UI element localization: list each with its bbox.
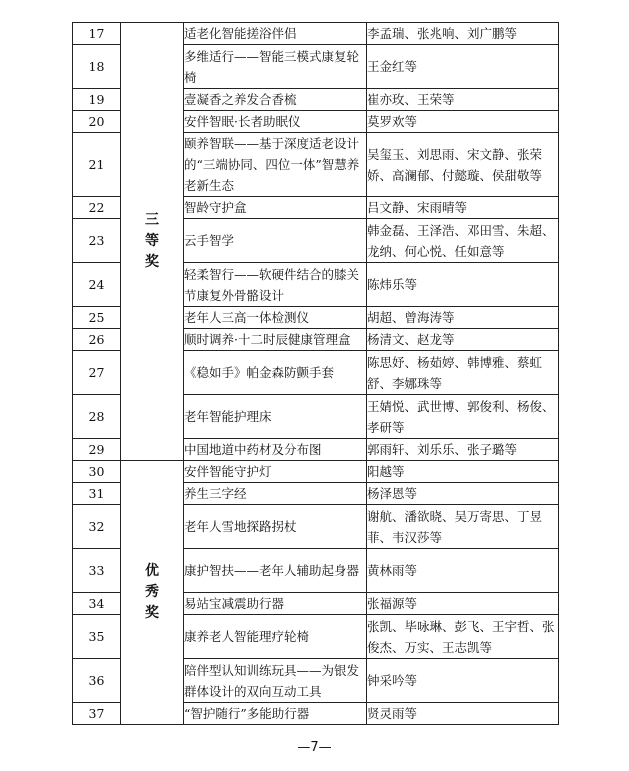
project-authors: 王婧悦、武世博、郭俊利、杨俊、孝研等 bbox=[367, 395, 559, 439]
row-number: 37 bbox=[73, 703, 121, 725]
project-title: 老年人三高一体检测仪 bbox=[184, 307, 367, 329]
project-authors: 贤灵雨等 bbox=[367, 703, 559, 725]
row-number: 26 bbox=[73, 329, 121, 351]
project-authors: 张福源等 bbox=[367, 593, 559, 615]
row-number: 27 bbox=[73, 351, 121, 395]
awards-table bbox=[72, 22, 559, 725]
row-number: 32 bbox=[73, 505, 121, 549]
project-authors: 陈思妤、杨茹婷、韩博雅、蔡虹舒、李娜珠等 bbox=[367, 351, 559, 395]
category-char: 三 bbox=[145, 212, 159, 228]
row-number: 20 bbox=[73, 111, 121, 133]
row-number: 17 bbox=[73, 23, 121, 45]
project-authors: 吕文静、宋雨晴等 bbox=[367, 197, 559, 219]
project-authors: 李孟瑞、张兆响、刘广鹏等 bbox=[367, 23, 559, 45]
project-authors: 韩金磊、王泽浩、邓田雪、朱超、龙纳、何心悦、任如意等 bbox=[367, 219, 559, 263]
row-number: 19 bbox=[73, 89, 121, 111]
project-title: 康养老人智能理疗轮椅 bbox=[184, 615, 367, 659]
row-number: 36 bbox=[73, 659, 121, 703]
row-number: 24 bbox=[73, 263, 121, 307]
project-authors: 黄林雨等 bbox=[367, 549, 559, 593]
row-number: 30 bbox=[73, 461, 121, 483]
project-title: “智护随行”多能助行器 bbox=[184, 703, 367, 725]
row-number: 33 bbox=[73, 549, 121, 593]
project-title: 养生三字经 bbox=[184, 483, 367, 505]
table-row bbox=[73, 23, 559, 45]
project-title: 轻柔智行——软硬件结合的膝关节康复外骨骼设计 bbox=[184, 263, 367, 307]
project-authors: 阳越等 bbox=[367, 461, 559, 483]
row-number: 28 bbox=[73, 395, 121, 439]
project-authors: 杨清文、赵龙等 bbox=[367, 329, 559, 351]
category-char: 等 bbox=[145, 233, 159, 249]
project-authors: 崔亦玫、王荣等 bbox=[367, 89, 559, 111]
row-number: 29 bbox=[73, 439, 121, 461]
project-title: 易站宝减震助行器 bbox=[184, 593, 367, 615]
category-char: 奖 bbox=[145, 254, 159, 270]
project-title: 顺时调养·十二时辰健康管理盒 bbox=[184, 329, 367, 351]
page-number: —7— bbox=[297, 740, 332, 755]
table-row bbox=[73, 461, 559, 483]
category-third-prize bbox=[121, 23, 184, 461]
project-title: 中国地道中药材及分布图 bbox=[184, 439, 367, 461]
project-authors: 谢航、潘欲晓、吴万寄思、丁昱菲、韦汉莎等 bbox=[367, 505, 559, 549]
project-authors: 钟采吟等 bbox=[367, 659, 559, 703]
project-title: 云手智学 bbox=[184, 219, 367, 263]
project-authors: 张凯、毕咏琳、彭飞、王宇哲、张俊杰、万实、王志凯等 bbox=[367, 615, 559, 659]
project-authors: 吴玺玉、刘思雨、宋文静、张荣娇、高澜郁、付懿璇、侯甜敬等 bbox=[367, 133, 559, 197]
project-authors: 郭雨轩、刘乐乐、张子璐等 bbox=[367, 439, 559, 461]
category-excellence bbox=[121, 461, 184, 725]
category-char: 奖 bbox=[145, 605, 159, 621]
project-title: 陪伴型认知训练玩具——为银发群体设计的双向互动工具 bbox=[184, 659, 367, 703]
project-title: 安伴智能守护灯 bbox=[184, 461, 367, 483]
project-title: 智龄守护盒 bbox=[184, 197, 367, 219]
row-number: 23 bbox=[73, 219, 121, 263]
category-char: 秀 bbox=[145, 584, 159, 600]
project-title: 壹凝香之养发合香梳 bbox=[184, 89, 367, 111]
project-title: 多维适行——智能三模式康复轮椅 bbox=[184, 45, 367, 89]
project-title: 适老化智能搓浴伴侣 bbox=[184, 23, 367, 45]
project-authors: 杨泽恩等 bbox=[367, 483, 559, 505]
project-authors: 莫罗欢等 bbox=[367, 111, 559, 133]
row-number: 18 bbox=[73, 45, 121, 89]
project-title: 老年智能护理床 bbox=[184, 395, 367, 439]
row-number: 31 bbox=[73, 483, 121, 505]
project-title: 《稳如手》帕金森防颤手套 bbox=[184, 351, 367, 395]
project-authors: 王金红等 bbox=[367, 45, 559, 89]
project-title: 安伴智眠·长者助眠仪 bbox=[184, 111, 367, 133]
project-authors: 陈炜乐等 bbox=[367, 263, 559, 307]
row-number: 22 bbox=[73, 197, 121, 219]
project-authors: 胡超、曾海涛等 bbox=[367, 307, 559, 329]
row-number: 34 bbox=[73, 593, 121, 615]
row-number: 35 bbox=[73, 615, 121, 659]
project-title: 老年人雪地探路拐杖 bbox=[184, 505, 367, 549]
row-number: 25 bbox=[73, 307, 121, 329]
project-title: 颐养智联——基于深度适老设计的“三端协同、四位一体”智慧养老新生态 bbox=[184, 133, 367, 197]
project-title: 康护智扶——老年人辅助起身器 bbox=[184, 549, 367, 593]
category-char: 优 bbox=[145, 563, 159, 579]
row-number: 21 bbox=[73, 133, 121, 197]
